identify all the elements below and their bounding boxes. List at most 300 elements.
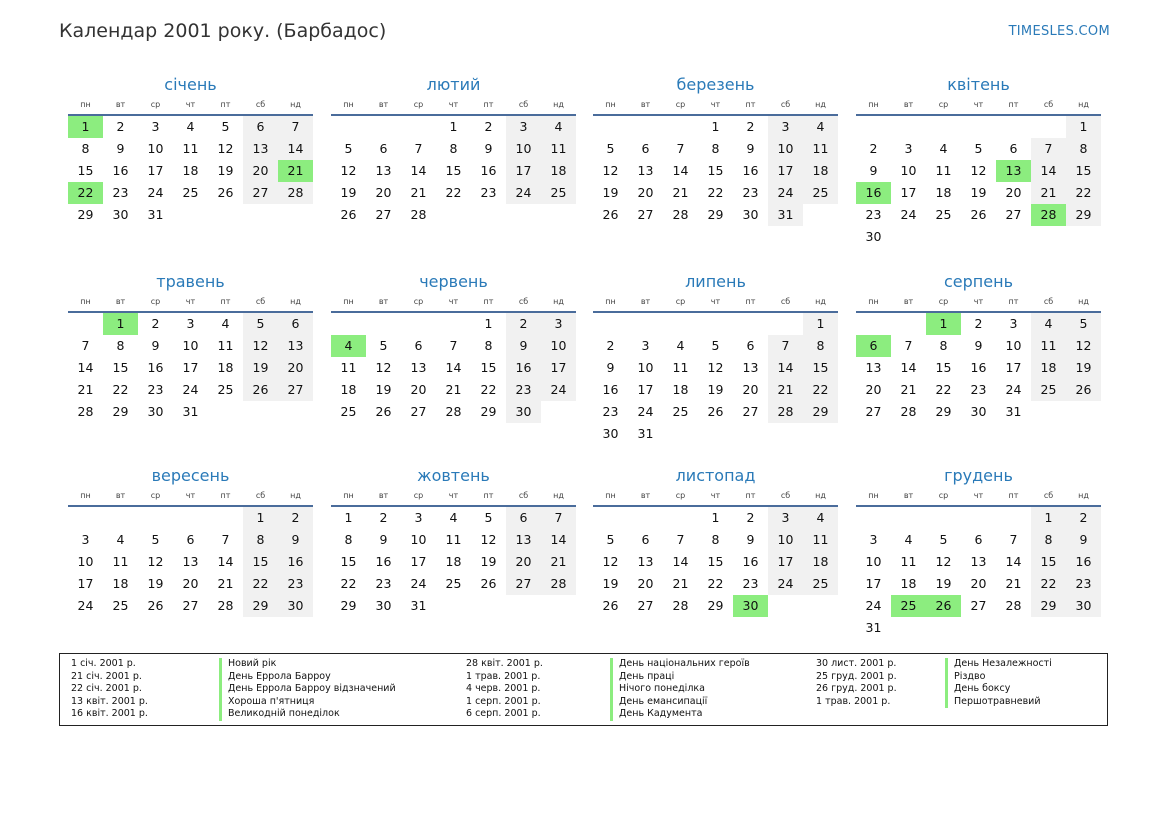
weekday-header: пн [856, 295, 891, 313]
day-cell: 17 [865, 576, 882, 591]
day-cell: 13 [243, 138, 278, 160]
day-cell: 21 [410, 185, 427, 200]
day-cell: 10 [506, 138, 541, 160]
month-name: листопад [675, 466, 756, 485]
holiday-day-cell: 1 [68, 116, 103, 138]
weekday-header: пн [331, 98, 366, 116]
day-cell: 12 [243, 335, 278, 357]
weekday-header: чт [961, 295, 996, 313]
day-cell: 1 [711, 510, 720, 525]
month-5 [68, 269, 313, 423]
day-cell: 12 [480, 532, 497, 547]
day-cell: 1 [344, 510, 353, 525]
day-cell: 13 [506, 529, 541, 551]
empty-cell [961, 116, 996, 138]
day-cell: 16 [742, 163, 759, 178]
legend-holiday-name: День Ерролa Барроу відзначений [219, 683, 396, 696]
month-name: лютий [426, 75, 481, 94]
day-cell: 14 [278, 138, 313, 160]
weekday-header: ср [663, 295, 698, 313]
day-cell: 7 [449, 338, 458, 353]
month-name: вересень [151, 466, 230, 485]
day-cell: 6 [506, 507, 541, 529]
day-cell: 3 [1009, 316, 1018, 331]
legend-holiday-name: День боксу [945, 683, 1010, 696]
day-cell: 23 [970, 382, 987, 397]
weekday-header: пн [331, 295, 366, 313]
weekday-header: пн [593, 295, 628, 313]
day-cell: 13 [182, 554, 199, 569]
day-cell: 16 [112, 163, 129, 178]
day-cell: 17 [768, 160, 803, 182]
day-cell: 4 [803, 116, 838, 138]
day-cell: 27 [865, 404, 882, 419]
empty-cell [628, 116, 663, 138]
weekday-header: пт [208, 489, 243, 507]
day-cell: 10 [541, 335, 576, 357]
day-cell: 14 [445, 360, 462, 375]
day-cell: 2 [379, 510, 388, 525]
day-cell: 28 [672, 207, 689, 222]
day-cell: 30 [865, 229, 882, 244]
weekday-header: вт [628, 98, 663, 116]
legend-date: 4 черв. 2001 р. [466, 683, 541, 695]
weekday-header: пт [208, 98, 243, 116]
month-2 [331, 72, 576, 226]
day-cell: 18 [900, 576, 917, 591]
month-name: березень [676, 75, 755, 94]
day-cell: 12 [217, 141, 234, 156]
day-cell: 15 [340, 554, 357, 569]
day-cell: 2 [974, 316, 983, 331]
day-cell: 27 [637, 207, 654, 222]
weekday-header: сб [768, 489, 803, 507]
day-cell: 17 [1005, 360, 1022, 375]
weekday-header: вт [891, 98, 926, 116]
day-cell: 22 [803, 379, 838, 401]
day-cell: 27 [410, 404, 427, 419]
day-cell: 27 [637, 598, 654, 613]
day-cell: 1 [243, 507, 278, 529]
empty-cell [996, 116, 1031, 138]
weekday-header: ср [401, 489, 436, 507]
day-cell: 6 [1009, 141, 1018, 156]
day-cell: 29 [340, 598, 357, 613]
holiday-day-cell: 1 [103, 313, 138, 335]
day-cell: 31 [1005, 404, 1022, 419]
day-cell: 31 [147, 207, 164, 222]
legend-holiday-name: День Ерролa Барроу [219, 671, 331, 684]
weekday-header: пн [856, 489, 891, 507]
day-cell: 16 [147, 360, 164, 375]
day-cell: 1 [449, 119, 458, 134]
holiday-day-cell: 13 [996, 160, 1031, 182]
day-cell: 18 [182, 163, 199, 178]
weekday-header: нд [278, 98, 313, 116]
day-cell: 23 [112, 185, 129, 200]
day-cell: 18 [803, 160, 838, 182]
empty-cell [593, 116, 628, 138]
day-cell: 25 [1031, 379, 1066, 401]
day-cell: 6 [746, 338, 755, 353]
day-cell: 30 [742, 207, 759, 222]
weekday-header: сб [506, 489, 541, 507]
legend-date: 1 січ. 2001 р. [71, 658, 136, 669]
day-cell: 13 [278, 335, 313, 357]
day-cell: 23 [602, 404, 619, 419]
empty-cell [401, 313, 436, 335]
weekday-header: сб [506, 295, 541, 313]
day-cell: 2 [746, 119, 755, 134]
month-name: грудень [944, 466, 1013, 485]
empty-cell [208, 507, 243, 529]
day-cell: 20 [243, 160, 278, 182]
page-title: Календар 2001 року. (Барбадос) [59, 20, 387, 42]
day-cell: 3 [768, 507, 803, 529]
day-cell: 21 [541, 551, 576, 573]
day-cell: 14 [672, 163, 689, 178]
day-cell: 19 [970, 185, 987, 200]
weekday-header: ср [663, 98, 698, 116]
empty-cell [103, 507, 138, 529]
weekday-header: чт [698, 98, 733, 116]
day-cell: 19 [243, 357, 278, 379]
day-cell: 11 [112, 554, 129, 569]
weekday-header: пт [208, 295, 243, 313]
day-cell: 6 [186, 532, 195, 547]
weekday-header: вт [103, 98, 138, 116]
day-cell: 25 [217, 382, 234, 397]
day-cell: 12 [375, 360, 392, 375]
day-cell: 29 [77, 207, 94, 222]
day-grid [331, 98, 576, 226]
day-cell: 15 [480, 360, 497, 375]
day-cell: 20 [865, 382, 882, 397]
day-cell: 21 [1005, 576, 1022, 591]
day-cell: 29 [112, 404, 129, 419]
day-cell: 5 [243, 313, 278, 335]
weekday-header: пт [471, 489, 506, 507]
day-cell: 28 [217, 598, 234, 613]
day-cell: 21 [77, 382, 94, 397]
day-cell: 19 [602, 576, 619, 591]
day-cell: 9 [869, 163, 878, 178]
empty-cell [401, 116, 436, 138]
day-grid [856, 489, 1101, 639]
day-cell: 14 [1031, 160, 1066, 182]
day-cell: 8 [484, 338, 493, 353]
day-cell: 10 [1005, 338, 1022, 353]
day-cell: 6 [641, 141, 650, 156]
day-cell: 26 [340, 207, 357, 222]
weekday-header: вт [366, 489, 401, 507]
day-cell: 25 [112, 598, 129, 613]
weekday-header: нд [278, 489, 313, 507]
day-cell: 9 [506, 335, 541, 357]
day-grid [593, 295, 838, 445]
month-1 [68, 72, 313, 226]
day-cell: 7 [676, 532, 685, 547]
weekday-header: вт [103, 295, 138, 313]
day-cell: 15 [935, 360, 952, 375]
day-cell: 20 [637, 576, 654, 591]
day-cell: 30 [970, 404, 987, 419]
day-cell: 25 [340, 404, 357, 419]
weekday-header: сб [768, 295, 803, 313]
empty-cell [366, 116, 401, 138]
legend-holiday-name: День Незалежності [945, 658, 1052, 671]
day-cell: 24 [1005, 382, 1022, 397]
holiday-day-cell: 26 [926, 595, 961, 617]
weekday-header: ср [138, 295, 173, 313]
day-cell: 24 [865, 598, 882, 613]
day-cell: 22 [935, 382, 952, 397]
day-cell: 29 [1066, 204, 1101, 226]
day-cell: 2 [606, 338, 615, 353]
day-cell: 18 [803, 551, 838, 573]
day-cell: 14 [768, 357, 803, 379]
weekday-header: сб [243, 295, 278, 313]
day-cell: 21 [900, 382, 917, 397]
empty-cell [698, 313, 733, 335]
day-cell: 21 [1031, 182, 1066, 204]
day-cell: 28 [541, 573, 576, 595]
day-cell: 14 [900, 360, 917, 375]
weekday-header: пн [856, 98, 891, 116]
weekday-header: ср [926, 489, 961, 507]
weekday-header: вт [891, 295, 926, 313]
month-name: липень [685, 272, 746, 291]
day-cell: 3 [641, 338, 650, 353]
day-cell: 14 [410, 163, 427, 178]
day-cell: 4 [186, 119, 195, 134]
day-cell: 4 [904, 532, 913, 547]
day-cell: 8 [81, 141, 90, 156]
day-cell: 9 [278, 529, 313, 551]
legend-holiday-name: День Кадумента [610, 708, 702, 721]
day-cell: 22 [243, 573, 278, 595]
day-cell: 3 [151, 119, 160, 134]
day-cell: 22 [1066, 182, 1101, 204]
day-cell: 26 [147, 598, 164, 613]
day-cell: 17 [147, 163, 164, 178]
day-cell: 8 [711, 141, 720, 156]
day-cell: 23 [506, 379, 541, 401]
legend-date: 25 груд. 2001 р. [816, 670, 897, 682]
day-cell: 13 [637, 163, 654, 178]
legend-holiday-name: Великодній понеділок [219, 708, 340, 721]
day-cell: 12 [147, 554, 164, 569]
legend-date: 1 серп. 2001 р. [466, 695, 541, 707]
day-cell: 24 [410, 576, 427, 591]
day-cell: 27 [970, 598, 987, 613]
day-cell: 28 [278, 182, 313, 204]
day-cell: 30 [147, 404, 164, 419]
weekday-header: ср [926, 295, 961, 313]
day-cell: 2 [1066, 507, 1101, 529]
day-cell: 2 [869, 141, 878, 156]
weekday-header: ср [401, 98, 436, 116]
day-cell: 2 [278, 507, 313, 529]
day-cell: 4 [449, 510, 458, 525]
day-cell: 13 [375, 163, 392, 178]
month-12 [856, 463, 1101, 639]
day-cell: 4 [541, 116, 576, 138]
day-cell: 3 [506, 116, 541, 138]
day-cell: 11 [900, 554, 917, 569]
legend-holiday-name: День емансипації [610, 696, 707, 709]
day-cell: 11 [182, 141, 199, 156]
day-cell: 31 [182, 404, 199, 419]
day-cell: 6 [379, 141, 388, 156]
day-cell: 19 [480, 554, 497, 569]
day-cell: 6 [414, 338, 423, 353]
weekday-header: нд [541, 489, 576, 507]
day-cell: 19 [217, 163, 234, 178]
legend-holiday-name: Першотравневий [945, 696, 1041, 709]
day-cell: 27 [243, 182, 278, 204]
day-cell: 25 [541, 182, 576, 204]
day-cell: 29 [480, 404, 497, 419]
day-cell: 30 [1066, 595, 1101, 617]
weekday-header: чт [173, 489, 208, 507]
day-cell: 22 [445, 185, 462, 200]
day-cell: 18 [672, 382, 689, 397]
day-cell: 5 [151, 532, 160, 547]
month-11 [593, 463, 838, 617]
day-cell: 24 [900, 207, 917, 222]
day-cell: 1 [1066, 116, 1101, 138]
month-name: серпень [944, 272, 1013, 291]
legend-holiday-name: Хороша п'ятниця [219, 696, 314, 709]
holiday-day-cell: 21 [278, 160, 313, 182]
day-cell: 18 [1031, 357, 1066, 379]
day-cell: 26 [1066, 379, 1101, 401]
day-cell: 22 [480, 382, 497, 397]
weekday-header: вт [628, 489, 663, 507]
weekday-header: ср [138, 489, 173, 507]
day-cell: 20 [410, 382, 427, 397]
day-cell: 23 [480, 185, 497, 200]
day-cell: 21 [672, 576, 689, 591]
day-cell: 8 [243, 529, 278, 551]
month-name: червень [419, 272, 488, 291]
day-cell: 26 [602, 207, 619, 222]
legend-date: 16 квіт. 2001 р. [71, 708, 148, 720]
day-cell: 29 [243, 595, 278, 617]
day-cell: 28 [900, 404, 917, 419]
day-grid [593, 98, 838, 226]
weekday-header: пт [733, 98, 768, 116]
day-cell: 5 [484, 510, 493, 525]
day-cell: 5 [974, 141, 983, 156]
weekday-header: пн [593, 98, 628, 116]
day-cell: 24 [768, 182, 803, 204]
day-cell: 19 [340, 185, 357, 200]
day-cell: 17 [637, 382, 654, 397]
empty-cell [68, 507, 103, 529]
brand-link[interactable]: TIMESLES.COM [1008, 24, 1110, 39]
day-cell: 15 [1066, 160, 1101, 182]
day-cell: 29 [935, 404, 952, 419]
day-grid [856, 98, 1101, 248]
day-cell: 24 [182, 382, 199, 397]
day-cell: 24 [768, 573, 803, 595]
day-cell: 22 [707, 185, 724, 200]
day-cell: 28 [77, 404, 94, 419]
day-cell: 15 [707, 554, 724, 569]
day-cell: 7 [768, 335, 803, 357]
empty-cell [331, 116, 366, 138]
day-cell: 28 [445, 404, 462, 419]
day-cell: 18 [445, 554, 462, 569]
legend-holiday-name: День праці [610, 671, 674, 684]
day-cell: 10 [900, 163, 917, 178]
day-cell: 16 [480, 163, 497, 178]
weekday-header: чт [173, 98, 208, 116]
day-cell: 18 [217, 360, 234, 375]
day-cell: 8 [1066, 138, 1101, 160]
day-cell: 15 [243, 551, 278, 573]
empty-cell [856, 313, 891, 335]
day-cell: 14 [541, 529, 576, 551]
day-cell: 20 [970, 576, 987, 591]
weekday-header: сб [1031, 98, 1066, 116]
day-cell: 17 [541, 357, 576, 379]
day-cell: 5 [606, 141, 615, 156]
day-cell: 11 [803, 529, 838, 551]
weekday-header: ср [663, 489, 698, 507]
empty-cell [926, 116, 961, 138]
day-cell: 11 [672, 360, 689, 375]
day-cell: 13 [970, 554, 987, 569]
weekday-header: нд [1066, 295, 1101, 313]
day-cell: 9 [484, 141, 493, 156]
day-cell: 4 [1031, 313, 1066, 335]
day-cell: 19 [602, 185, 619, 200]
day-cell: 1 [711, 119, 720, 134]
day-cell: 7 [81, 338, 90, 353]
weekday-header: чт [961, 489, 996, 507]
day-cell: 9 [1066, 529, 1101, 551]
day-cell: 11 [541, 138, 576, 160]
day-cell: 11 [340, 360, 357, 375]
day-cell: 13 [637, 554, 654, 569]
empty-cell [366, 313, 401, 335]
day-cell: 18 [935, 185, 952, 200]
day-cell: 29 [707, 207, 724, 222]
legend-holiday-name: Різдво [945, 671, 985, 684]
weekday-header: сб [1031, 295, 1066, 313]
day-cell: 8 [344, 532, 353, 547]
day-cell: 16 [970, 360, 987, 375]
day-cell: 20 [1005, 185, 1022, 200]
day-cell: 13 [742, 360, 759, 375]
day-cell: 17 [182, 360, 199, 375]
day-cell: 10 [182, 338, 199, 353]
empty-cell [663, 313, 698, 335]
legend-date: 26 груд. 2001 р. [816, 683, 897, 695]
legend-holiday-name: Нічого понеділка [610, 683, 705, 696]
month-name: травень [156, 272, 225, 291]
day-cell: 28 [672, 598, 689, 613]
weekday-header: ср [926, 98, 961, 116]
day-cell: 25 [445, 576, 462, 591]
day-cell: 25 [803, 573, 838, 595]
day-cell: 20 [375, 185, 392, 200]
day-cell: 21 [217, 576, 234, 591]
month-8 [856, 269, 1101, 423]
